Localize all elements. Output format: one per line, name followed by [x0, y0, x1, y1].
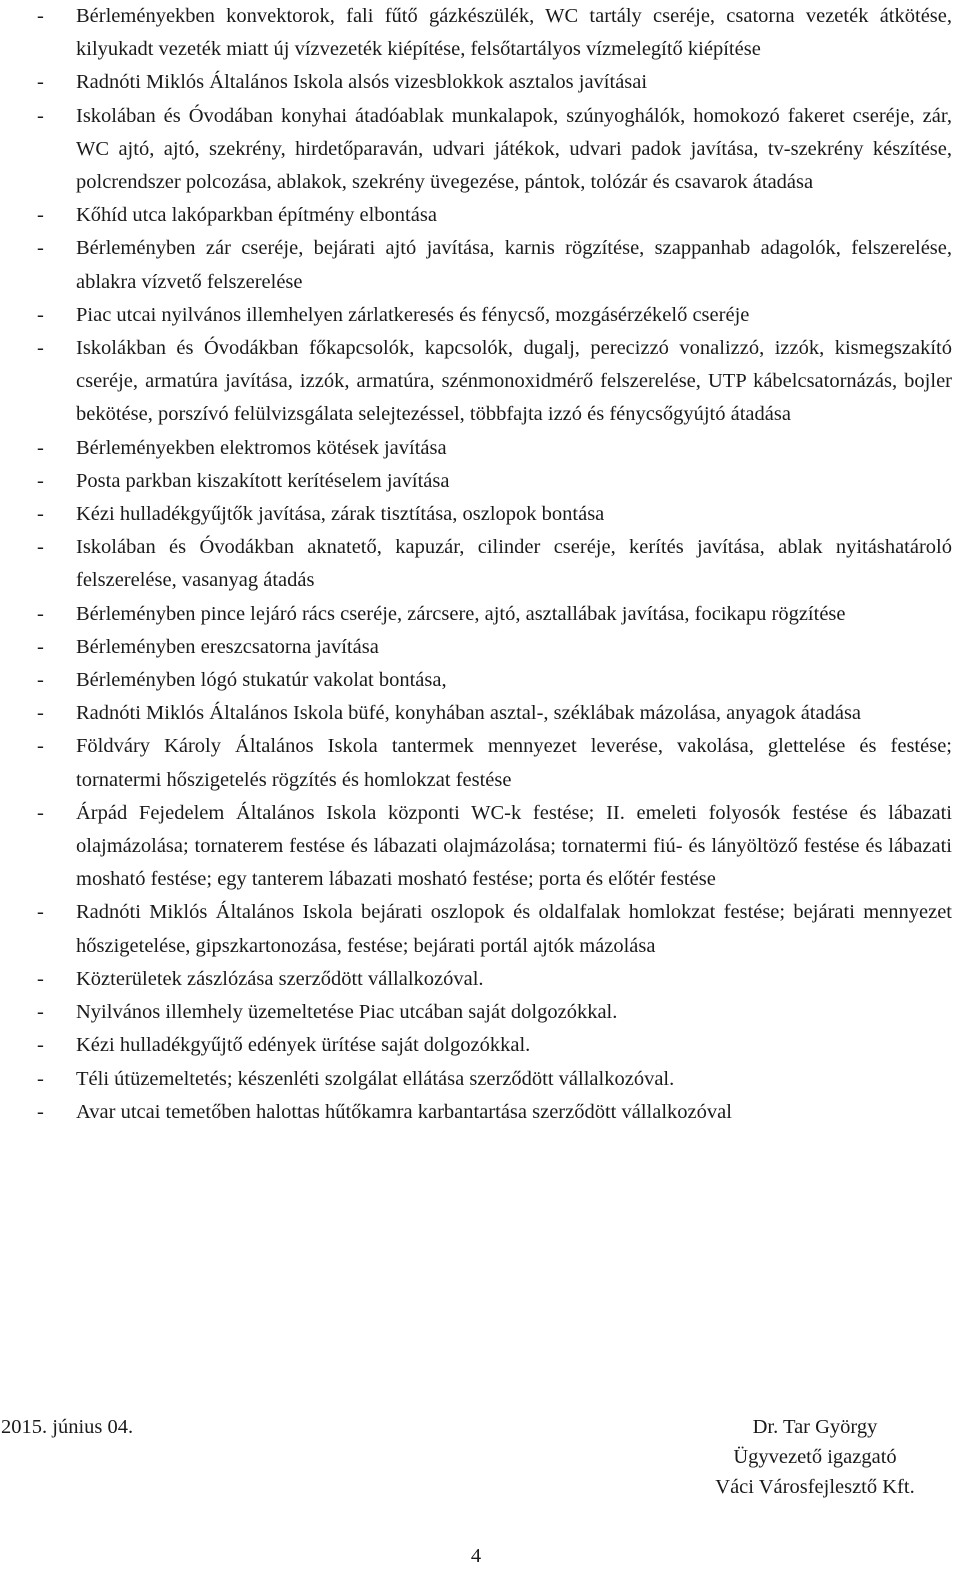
list-item [0, 299, 952, 332]
list-item-text: Bérleményekben konvektorok, fali fűtő gázkészülék, WC tartály cseréje, csatorna vezeték átkötése, kilyukadt vezeték miatt új vízvezeték kiépítése, felsőtartályos vízmelegítő kiépítése [76, 5, 952, 61]
bullet-dash: - [37, 1067, 44, 1090]
bullet-dash: - [37, 602, 44, 625]
list-item-text: Iskolában és Óvodában konyhai átadóablak munkalapok, szúnyoghálók, homokozó fakeret cseréje, zár, WC ajtó, ajtó, szekrény, hirdetőparaván, udvari játékok, udvari padok javítása, tv-szekrény készítése, polcrendszer polcozása, ablakok, szekrény üvegezése, pántok, tolózár és csavarok átadása [76, 104, 952, 194]
list-item [0, 199, 952, 232]
bullet-dash: - [37, 967, 44, 990]
list-item [0, 465, 952, 498]
bullet-dash: - [37, 237, 44, 260]
list-item-text: Bérleményben zár cseréje, bejárati ajtó javítása, karnis rögzítése, szappanhab adagolók, felszerelése, ablakra vízvető felszerelése [76, 237, 952, 293]
list-item-text: Iskolákban és Óvodákban főkapcsolók, kapcsolók, dugalj, perecizzó vonalizzó, izzók, kismegszakító cseréje, armatúra javítása, izzók, armatúra, szénmonoxidmérő felszerelése, UTP kábelcsatornázás, bojler bekötése, porszívó felülvizsgálata selejtezéssel, többfajta izzó és fénycsőgyújtó átadása [76, 337, 952, 426]
list-item-text: Bérleményben pince lejáró rács cseréje, zárcsere, ajtó, asztallábak javítása, focikapu rögzítése [76, 602, 846, 625]
list-item [0, 0, 952, 66]
bullet-dash: - [37, 104, 44, 127]
bullet-dash: - [37, 503, 44, 526]
list-item-text: Bérleményben lógó stukatúr vakolat bontása, [76, 669, 447, 692]
signatory-title: Ügyvezető igazgató [733, 1446, 897, 1468]
bullet-dash: - [37, 469, 44, 492]
list-item [0, 332, 952, 432]
list-item-text: Radnóti Miklós Általános Iskola bejárati oszlopok és oldalfalak homlokzat festése; bejárati mennyezet hőszigetelése, gipszkartonozása, festése; bejárati portál ajtók mázolása [76, 901, 952, 957]
list-item [0, 963, 952, 996]
list-item-text: Radnóti Miklós Általános Iskola büfé, konyhában asztal-, széklábak mázolása, anyagok átadása [76, 702, 862, 725]
list-item [0, 1029, 952, 1062]
list-item-text: Avar utcai temetőben halottas hűtőkamra karbantartása szerződött vállalkozóval [76, 1100, 732, 1123]
list-item-text: Piac utcai nyilvános illemhelyen zárlatkeresés és fénycső, mozgásérzékelő cseréje [76, 303, 750, 326]
bullet-dash: - [37, 702, 44, 725]
list-item [0, 432, 952, 465]
signature-block [685, 1412, 945, 1502]
list-item [0, 797, 952, 897]
list-item-text: Iskolában és Óvodákban aknatető, kapuzár, cilinder cseréje, kerítés javítása, ablak nyitáshatároló felszerelése, vasanyag átadás [76, 536, 952, 592]
list-item [0, 531, 952, 597]
bullet-dash: - [37, 436, 44, 459]
list-item [0, 100, 952, 200]
list-item [0, 232, 952, 298]
list-item [0, 1096, 952, 1129]
list-item [0, 896, 952, 962]
list-item-text: Földváry Károly Általános Iskola tantermek mennyezet leverése, vakolása, glettelése és festése; tornatermi hőszigetelés rögzítés és homlokzat festése [76, 735, 952, 791]
bullet-dash: - [37, 1001, 44, 1024]
list-item-text: Kézi hulladékgyűjtő edények ürítése saját dolgozókkal. [76, 1034, 531, 1057]
bullet-dash: - [37, 635, 44, 658]
bullet-dash: - [37, 669, 44, 692]
list-item [0, 664, 952, 697]
list-item [0, 498, 952, 531]
signatory-organization: Váci Városfejlesztő Kft. [715, 1476, 915, 1498]
bullet-dash: - [37, 1100, 44, 1123]
list-item-text: Bérleményben ereszcsatorna javítása [76, 635, 379, 658]
list-item [0, 697, 952, 730]
bullet-dash: - [37, 801, 44, 824]
bullet-dash: - [37, 1034, 44, 1057]
bullet-dash: - [37, 901, 44, 924]
bullet-dash: - [37, 71, 44, 94]
list-item-text: Közterületek zászlózása szerződött vállalkozóval. [76, 967, 484, 990]
bullet-dash: - [37, 337, 44, 360]
list-item-text: Posta parkban kiszakított kerítéselem javítása [76, 469, 450, 492]
list-item-text: Téli útüzemeltetés; készenléti szolgálat ellátása szerződött vállalkozóval. [76, 1067, 675, 1090]
bullet-dash: - [37, 735, 44, 758]
list-item [0, 1063, 952, 1096]
list-item [0, 631, 952, 664]
signatory-name: Dr. Tar György [752, 1416, 878, 1438]
list-item [0, 598, 952, 631]
list-item [0, 66, 952, 99]
list-item-text: Kézi hulladékgyűjtők javítása, zárak tisztítása, oszlopok bontása [76, 503, 605, 526]
bullet-dash: - [37, 303, 44, 326]
list-item-text: Bérleményekben elektromos kötések javítása [76, 436, 447, 459]
list-item [0, 730, 952, 796]
list-item-text: Árpád Fejedelem Általános Iskola központi WC-k festése; II. emeleti folyosók festése és lábazati olajmázolása; tornaterem festése és lábazati olajmázolása; tornatermi fiú- és lányöltöző festése és lábazati mosható festése; egy tanterem lábazati mosható festése; porta és előtér festése [76, 801, 952, 891]
list-item-text: Nyilvános illemhely üzemeltetése Piac utcában saját dolgozókkal. [76, 1001, 618, 1024]
bullet-dash: - [37, 536, 44, 559]
list-item [0, 996, 952, 1029]
page-number: 4 [470, 1545, 482, 1567]
document-date: 2015. június 04. [1, 1416, 134, 1438]
list-item-text: Radnóti Miklós Általános Iskola alsós vizesblokkok asztalos javításai [76, 71, 648, 94]
bullet-dash: - [37, 204, 44, 227]
bullet-dash: - [37, 5, 44, 27]
list-item-text: Kőhíd utca lakóparkban építmény elbontása [76, 204, 437, 227]
